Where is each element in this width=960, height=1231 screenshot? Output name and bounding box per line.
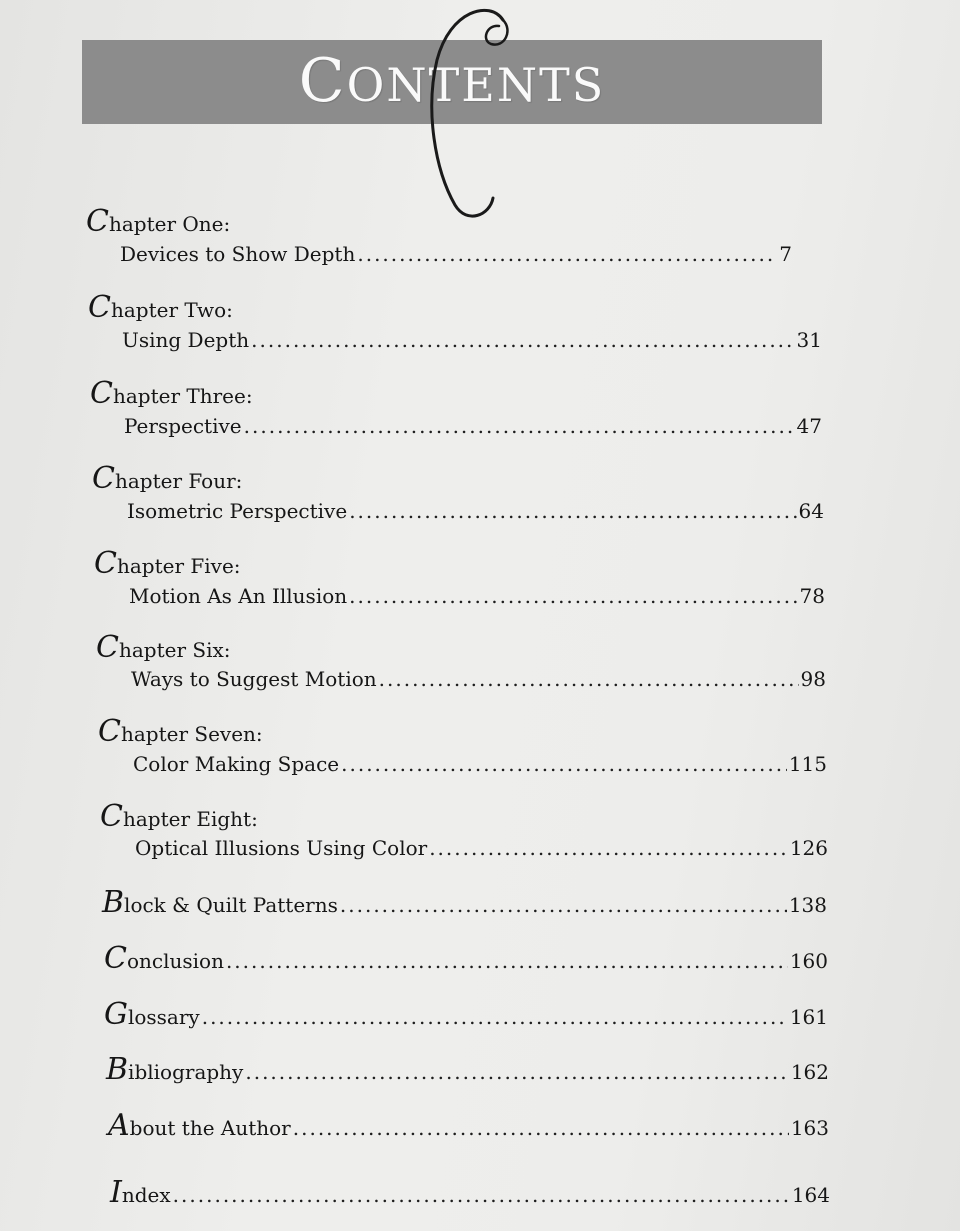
toc-page-number: 162 [790, 1060, 829, 1084]
toc-entry-title: Glossary [104, 997, 200, 1032]
leader-dots [251, 328, 794, 352]
chapter-eight-label: Chapter Eight: [100, 799, 258, 834]
chapter-five-label: Chapter Five: [94, 546, 241, 581]
toc-page-number: 31 [796, 328, 822, 352]
toc-entry-conclusion [104, 941, 828, 976]
toc-page-number: 163 [790, 1116, 829, 1140]
toc-entry-title: Bibliography [106, 1052, 244, 1087]
toc-entry-title: Optical Illusions Using Color [135, 836, 428, 860]
toc-page-number: 78 [799, 584, 825, 608]
leader-dots [226, 949, 788, 973]
toc-page-number: 98 [800, 667, 826, 691]
leader-dots [379, 667, 799, 691]
chapter-two-label: Chapter Two: [88, 290, 233, 325]
toc-entry-chapter-eight [135, 836, 828, 860]
toc-entry-index [110, 1175, 830, 1210]
toc-page-number: 64 [798, 499, 824, 523]
leader-dots [202, 1005, 788, 1029]
toc-entry-title: Index [110, 1175, 171, 1210]
toc-page-number: 7 [779, 242, 792, 266]
chapter-six-label: Chapter Six: [96, 630, 231, 665]
leader-dots [341, 752, 787, 776]
toc-entry-chapter-four [127, 499, 824, 523]
page-title: CONTENTS [298, 46, 606, 116]
toc-entry-title: Using Depth [122, 328, 250, 352]
toc-entry-title: Conclusion [104, 941, 224, 976]
toc-page-number: 115 [788, 752, 827, 776]
leader-dots [340, 893, 787, 917]
toc-page-number: 164 [791, 1183, 830, 1207]
toc-entry-chapter-three [124, 414, 822, 438]
toc-entry-title: Ways to Suggest Motion [131, 667, 377, 691]
toc-entry-chapter-six [131, 667, 826, 691]
leader-dots [429, 836, 788, 860]
leader-dots [173, 1183, 790, 1207]
chapter-three-label: Chapter Three: [90, 376, 253, 411]
toc-entry-chapter-two [122, 328, 822, 352]
toc-page-number: 47 [796, 414, 822, 438]
toc-entry-title: Block & Quilt Patterns [102, 885, 338, 920]
toc-entry-title: Motion As An Illusion [129, 584, 348, 608]
toc-entry-title: Isometric Perspective [127, 499, 348, 523]
leader-dots [349, 499, 796, 523]
toc-entry-about-the-author [108, 1108, 829, 1143]
chapter-one-label: Chapter One: [86, 204, 231, 239]
toc-entry-chapter-one [120, 242, 792, 266]
toc-entry-glossary [104, 997, 828, 1032]
chapter-four-label: Chapter Four: [92, 461, 243, 496]
toc-page-number: 160 [789, 949, 828, 973]
toc-page-number: 161 [789, 1005, 828, 1029]
leader-dots [357, 242, 777, 266]
toc-entry-title: About the Author [108, 1108, 291, 1143]
leader-dots [293, 1116, 789, 1140]
chapter-seven-label: Chapter Seven: [98, 714, 263, 749]
toc-entry-block-quilt-patterns [102, 885, 827, 920]
leader-dots [349, 584, 797, 608]
toc-page-number: 126 [789, 836, 828, 860]
toc-entry-chapter-five [129, 584, 825, 608]
toc-entry-chapter-seven [133, 752, 827, 776]
leader-dots [244, 414, 795, 438]
leader-dots [245, 1060, 788, 1084]
toc-entry-title: Perspective [124, 414, 242, 438]
toc-entry-title: Devices to Show Depth [120, 242, 356, 266]
toc-entry-title: Color Making Space [133, 752, 340, 776]
toc-entry-bibliography [106, 1052, 829, 1087]
toc-page-number: 138 [788, 893, 827, 917]
